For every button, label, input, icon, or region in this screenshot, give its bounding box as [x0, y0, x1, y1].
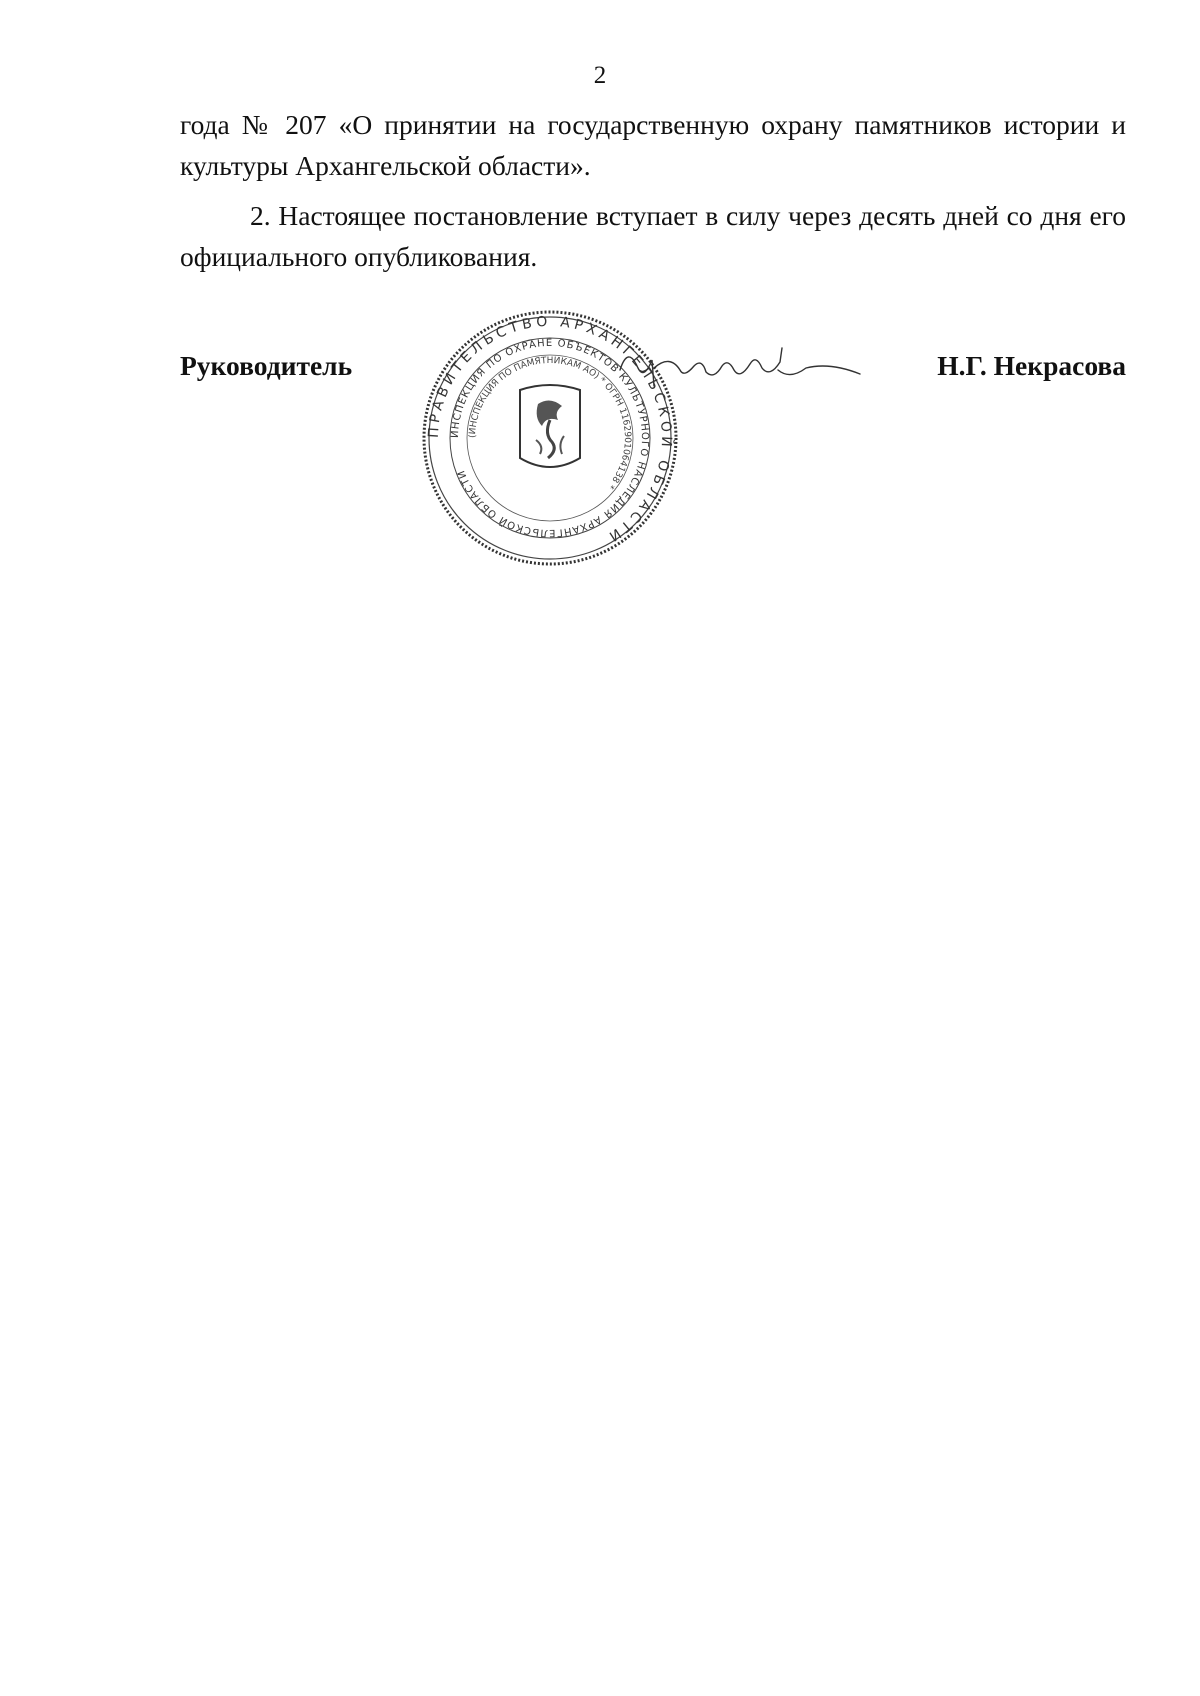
signer-name: Н.Г. Некрасова: [937, 350, 1126, 381]
page-number: 2: [593, 62, 607, 89]
svg-text:ПРАВИТЕЛЬСТВО АРХАНГЕЛЬСКОЙ ОБ: ПРАВИТЕЛЬСТВО АРХАНГЕЛЬСКОЙ ОБЛАСТИ: [425, 313, 675, 547]
paragraph-1: года № 207 «О принятии на государственную охрану памятников истории и культуры Архангельской области».: [180, 109, 1126, 181]
signature-block: [180, 313, 1126, 580]
paragraph-2: 2. Настоящее постановление вступает в силу через десять дней со дня его официального опубликования.: [180, 200, 1126, 272]
svg-text:(ИНСПЕКЦИЯ ПО ПАМЯТНИКАМ АО) *: (ИНСПЕКЦИЯ ПО ПАМЯТНИКАМ АО) * ОГРН 1162901064138 *: [467, 355, 633, 491]
handwritten-signature: [610, 340, 990, 410]
document-body: [180, 104, 1126, 277]
svg-text:ИНСПЕКЦИЯ ПО ОХРАНЕ ОБЪЕКТОВ К: ИНСПЕКЦИЯ ПО ОХРАНЕ ОБЪЕКТОВ КУЛЬТУРНОГО НАСЛЕДИЯ АРХАНГЕЛЬСКОЙ ОБЛАСТИ: [449, 337, 651, 539]
signer-title: Руководитель: [180, 350, 353, 381]
